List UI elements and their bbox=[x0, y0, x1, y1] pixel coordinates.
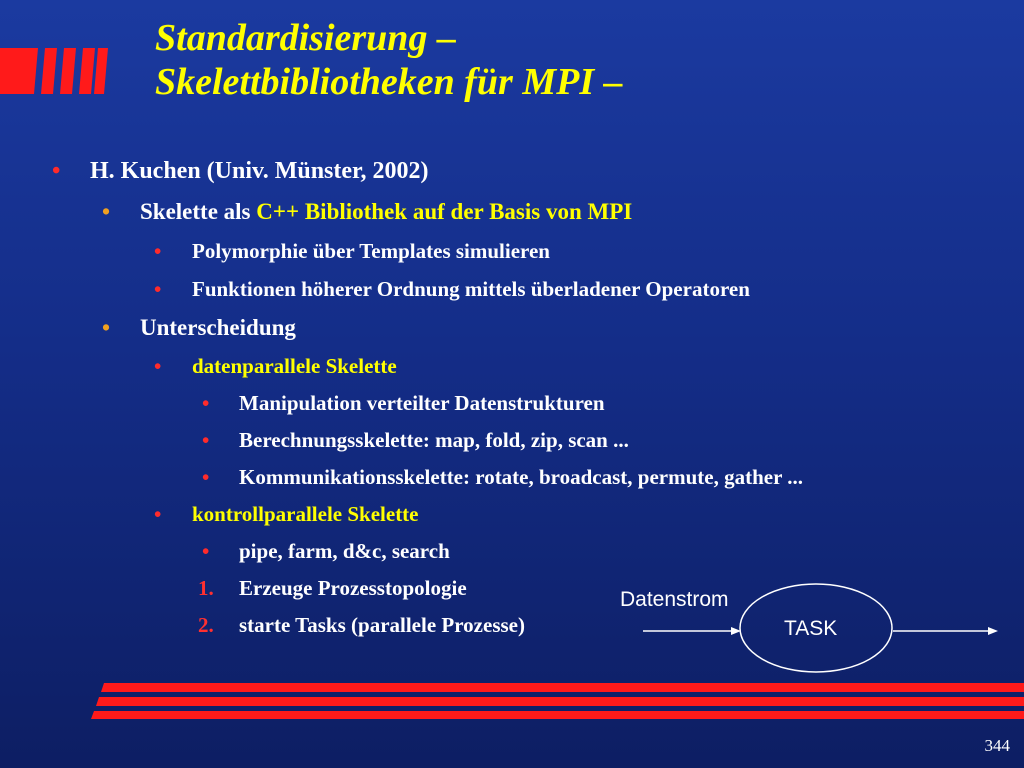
bullet-text: Funktionen höherer Ordnung mittels überladener Operatoren bbox=[192, 277, 750, 301]
bullet-text: Kommunikationsskelette: rotate, broadcast, permute, gather ... bbox=[239, 465, 804, 489]
bullet-highlight: C++ Bibliothek auf der Basis von MPI bbox=[256, 199, 633, 224]
bullet-text: H. Kuchen (Univ. Münster, 2002) bbox=[90, 158, 429, 184]
datenstrom-label: Datenstrom bbox=[620, 588, 729, 611]
bullet-text: Unterscheidung bbox=[140, 315, 296, 340]
bullet-text: Skelette als bbox=[140, 199, 257, 224]
bullet-dot: • bbox=[202, 391, 210, 415]
bullet-text: datenparallele Skelette bbox=[192, 354, 397, 378]
bullet-dot: • bbox=[202, 539, 210, 563]
bullet-dot: • bbox=[154, 354, 162, 378]
bullet-dot: • bbox=[154, 277, 162, 301]
page-number: 344 bbox=[984, 736, 1010, 755]
bullet-dot: • bbox=[202, 465, 210, 489]
numbered-text: Erzeuge Prozesstopologie bbox=[239, 576, 467, 600]
bullet-dot: • bbox=[52, 158, 61, 184]
bullet-text: kontrollparallele Skelette bbox=[192, 502, 419, 526]
bullet-dot: • bbox=[102, 199, 111, 224]
number-marker: 2. bbox=[198, 613, 214, 637]
bullet-dot: • bbox=[102, 315, 111, 340]
bullet-text: Polymorphie über Templates simulieren bbox=[192, 239, 550, 263]
number-marker: 1. bbox=[198, 576, 214, 600]
task-label: TASK bbox=[784, 617, 838, 640]
title-line-2: Skelettbibliotheken für MPI – bbox=[155, 61, 623, 103]
bullet-text: pipe, farm, d&c, search bbox=[239, 539, 450, 563]
title-line-1: Standardisierung – bbox=[155, 17, 456, 59]
numbered-text: starte Tasks (parallele Prozesse) bbox=[239, 613, 525, 637]
bullet-text: Berechnungsskelette: map, fold, zip, scan ... bbox=[239, 428, 629, 452]
bullet-dot: • bbox=[154, 502, 162, 526]
bullet-dot: • bbox=[154, 239, 162, 263]
bullet-text: Manipulation verteilter Datenstrukturen bbox=[239, 391, 605, 415]
bullet-dot: • bbox=[202, 428, 210, 452]
